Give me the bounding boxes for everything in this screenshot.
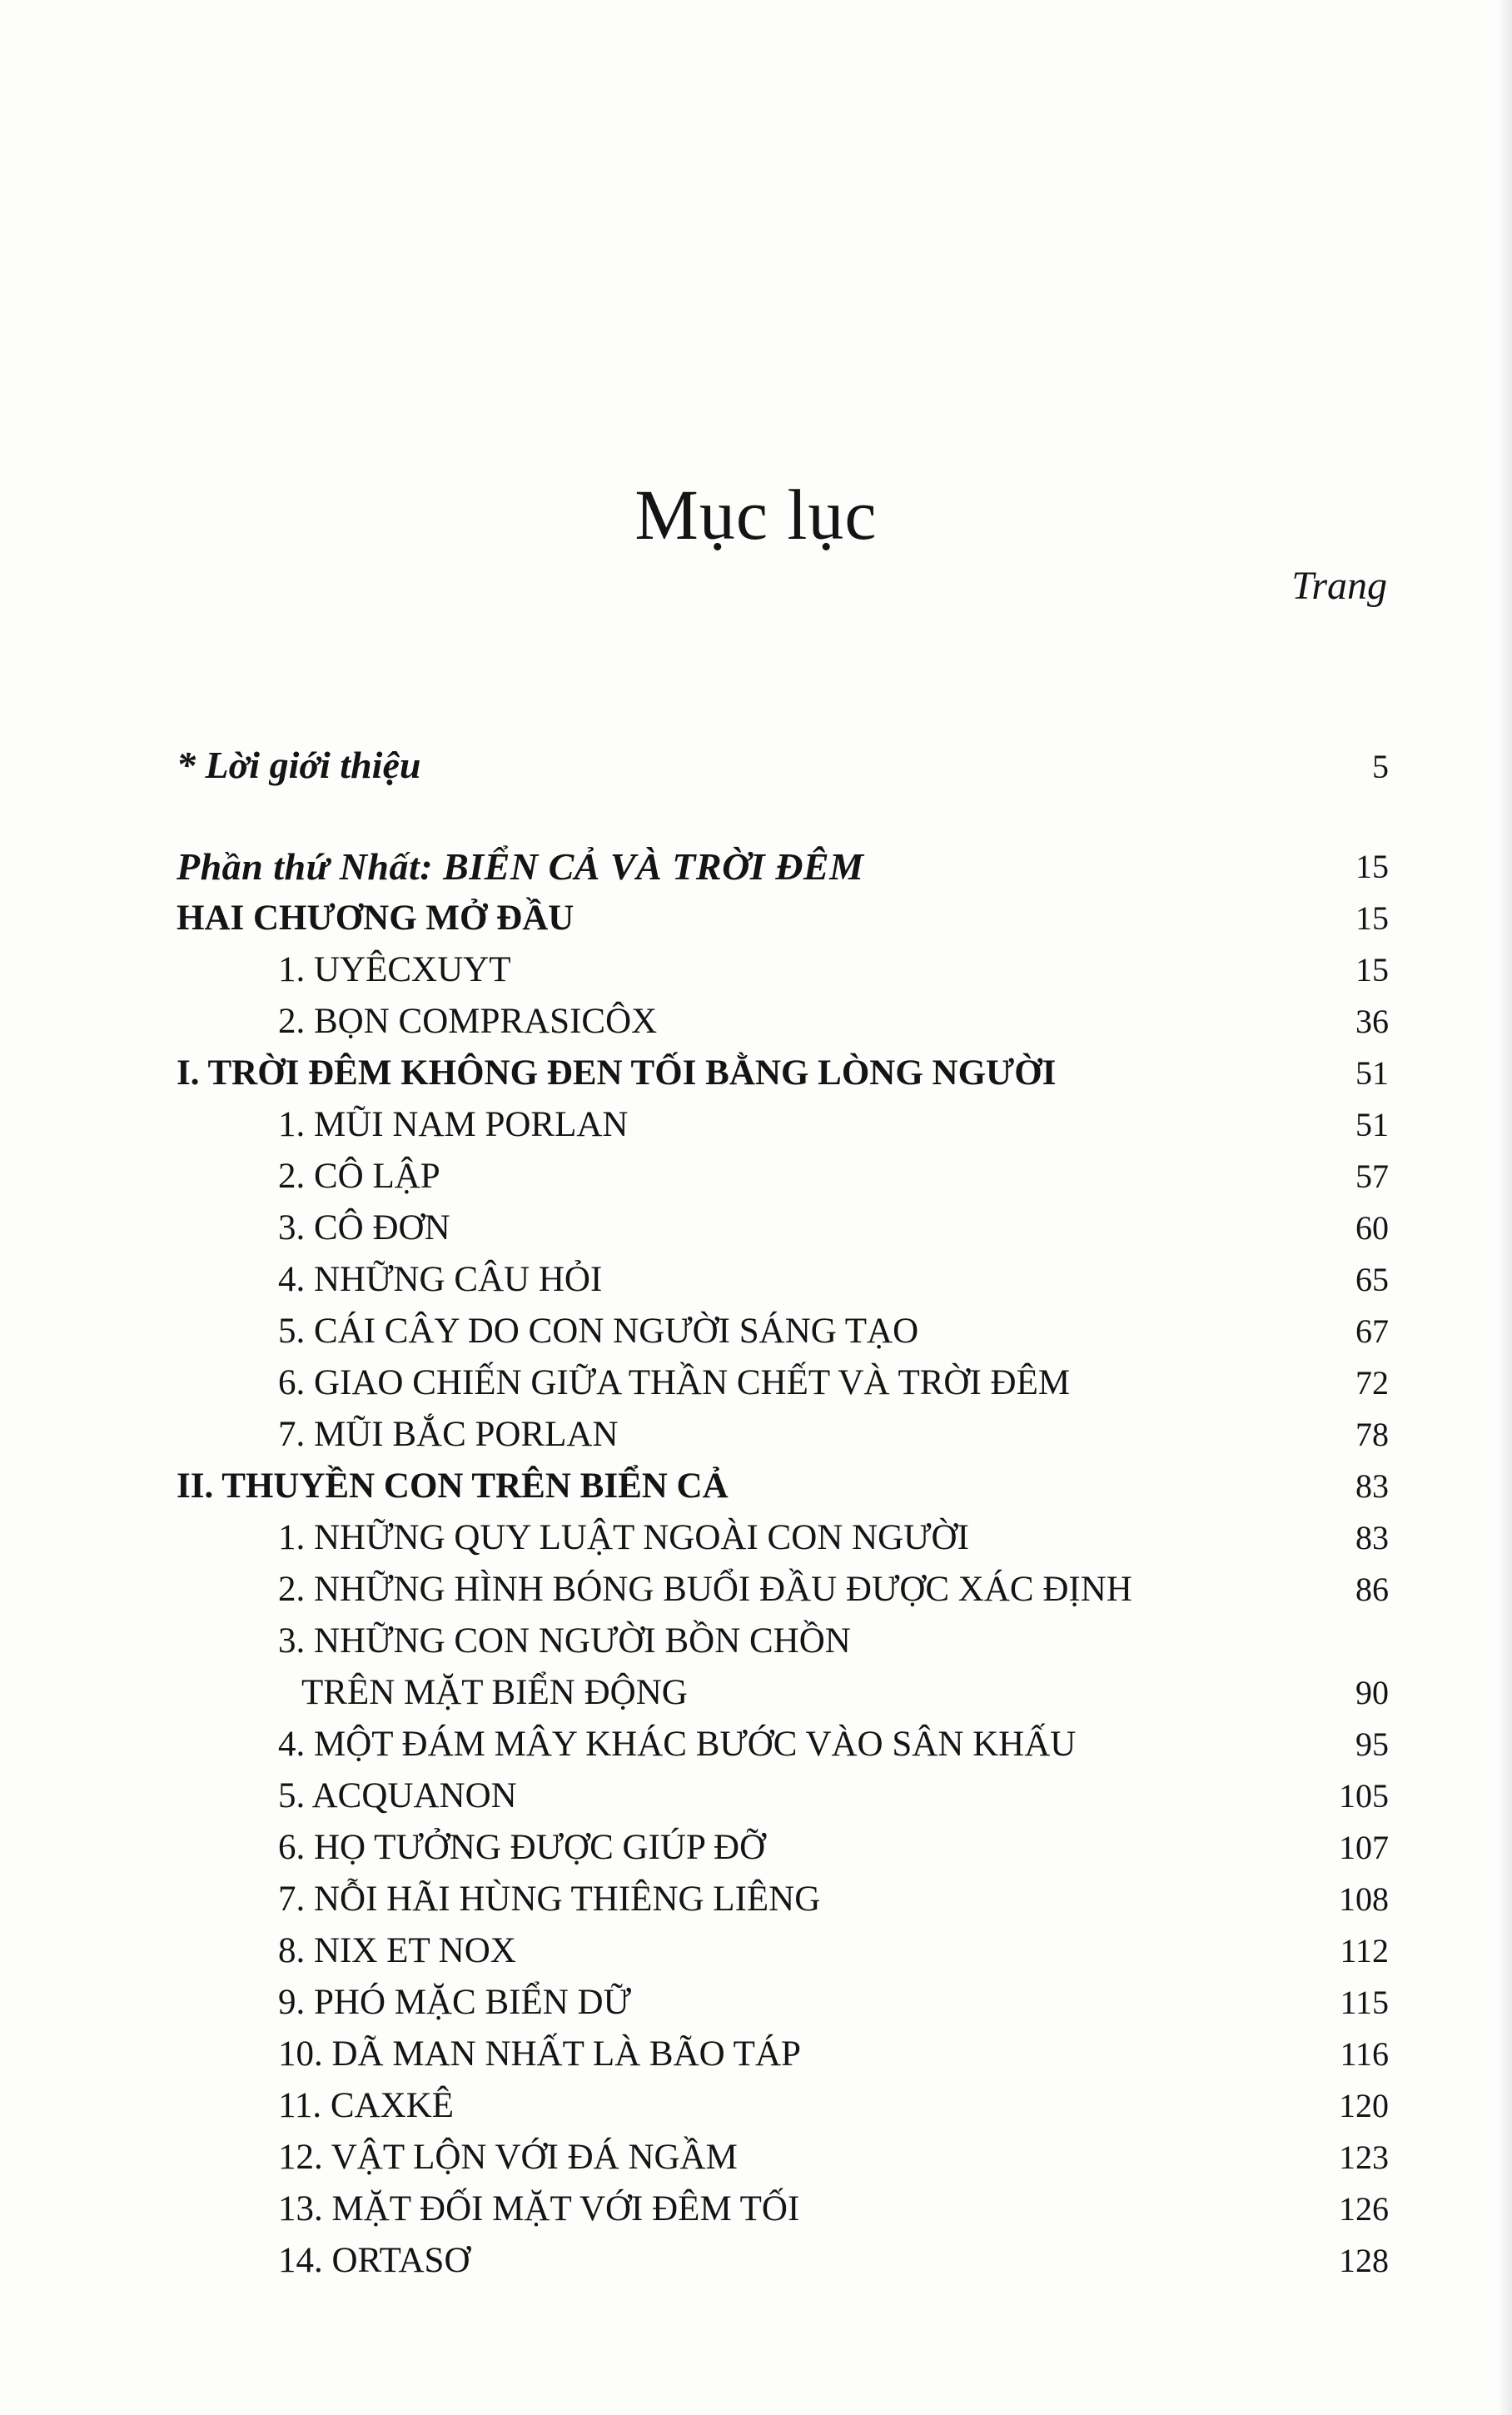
toc-entry-label: 3. CÔ ĐƠN	[278, 1208, 450, 1247]
toc-entry-page: 120	[1339, 2087, 1389, 2124]
toc-entry-page: 95	[1355, 1725, 1389, 1763]
toc-entry-label: 6. HỌ TƯỞNG ĐƯỢC GIÚP ĐỠ	[278, 1828, 766, 1867]
toc-entry-chapter	[177, 1306, 1389, 1357]
page-title: Mục lục	[634, 474, 878, 555]
toc-entry-page: 83	[1355, 1467, 1389, 1505]
toc-entry-label: 9. PHÓ MẶC BIỂN DỮ	[278, 1983, 631, 2022]
toc-entry-label: 8. NIX ET NOX	[278, 1931, 516, 1970]
toc-entry-chapter	[177, 2132, 1389, 2183]
toc-entry-page: 128	[1339, 2242, 1389, 2279]
toc-entry-chapter	[177, 1151, 1389, 1203]
toc-entry-page: 15	[1355, 899, 1389, 937]
toc-entry-continuation	[177, 1667, 1389, 1719]
toc-entry-page: 108	[1339, 1880, 1389, 1918]
toc-entry-page: 72	[1355, 1364, 1389, 1402]
toc-entry-chapter	[177, 1203, 1389, 1254]
toc-entry-page: 123	[1339, 2139, 1389, 2176]
toc-entry-page: 57	[1355, 1158, 1389, 1195]
toc-intro-label: * Lời giới thiệu	[177, 744, 421, 786]
toc-entry-chapter	[177, 1254, 1389, 1306]
toc-entry-label: 1. MŨI NAM PORLAN	[278, 1105, 629, 1144]
toc-entry-page: 83	[1355, 1519, 1389, 1556]
toc-entry-label: 5. ACQUANON	[278, 1776, 517, 1815]
toc-entry-page: 36	[1355, 1003, 1389, 1040]
toc-entry-page: 15	[1355, 951, 1389, 988]
toc-entry-label: TRÊN MẶT BIỂN ĐỘNG	[301, 1673, 688, 1712]
toc-entry-page: 126	[1339, 2190, 1389, 2228]
toc-entry-section	[177, 893, 1389, 944]
toc-entry-label: 2. NHỮNG HÌNH BÓNG BUỔI ĐẦU ĐƯỢC XÁC ĐỊNH	[278, 1570, 1132, 1609]
toc-entry-page: 107	[1339, 1829, 1389, 1866]
toc-entry-chapter	[177, 1770, 1389, 1822]
toc-entry-label: II. THUYỀN CON TRÊN BIỂN CẢ	[177, 1466, 729, 1506]
toc-entry-label: I. TRỜI ĐÊM KHÔNG ĐEN TỐI BẰNG LÒNG NGƯỜI	[177, 1053, 1057, 1093]
toc-entry-page: 112	[1340, 1932, 1389, 1969]
toc-entry-chapter	[177, 944, 1389, 996]
toc-entry-page: 60	[1355, 1209, 1389, 1247]
toc-entry-chapter	[177, 2235, 1389, 2287]
toc-entry-chapter	[177, 1357, 1389, 1409]
toc-entry-label: 2. BỌN COMPRASICÔX	[278, 1002, 658, 1041]
toc-entry-label: 7. NỖI HÃI HÙNG THIÊNG LIÊNG	[278, 1880, 821, 1919]
toc-entry-page: 115	[1340, 1984, 1389, 2021]
toc-entry-page: 51	[1355, 1106, 1389, 1143]
toc-entry-chapter	[177, 1616, 1389, 1667]
toc-entry-chapter	[177, 1512, 1389, 1564]
toc-entry-label: Phần thứ Nhất: BIỂN CẢ VÀ TRỜI ĐÊM	[177, 845, 864, 888]
toc-entry-chapter	[177, 2029, 1389, 2080]
toc-entry-chapter	[177, 1925, 1389, 1977]
toc-entry-label: 7. MŨI BẮC PORLAN	[278, 1415, 619, 1454]
toc-entry-section	[177, 1461, 1389, 1512]
toc-entry-label: 5. CÁI CÂY DO CON NGƯỜI SÁNG TẠO	[278, 1312, 919, 1351]
toc-entry-label: 1. NHỮNG QUY LUẬT NGOÀI CON NGƯỜI	[278, 1518, 969, 1557]
toc-entry-label: 4. NHỮNG CÂU HỎI	[278, 1260, 603, 1299]
toc-entry-label: 11. CAXKÊ	[278, 2086, 455, 2125]
toc-entry-part	[177, 841, 1389, 893]
toc-entry-page: 116	[1340, 2035, 1389, 2073]
toc-entry-label: 10. DÃ MAN NHẤT LÀ BÃO TÁP	[278, 2034, 801, 2074]
toc-entry-page: 65	[1355, 1261, 1389, 1298]
toc-entry-label: 6. GIAO CHIẾN GIỮA THẦN CHẾT VÀ TRỜI ĐÊM	[278, 1363, 1071, 1402]
toc-entry-label: 2. CÔ LẬP	[278, 1157, 440, 1196]
toc-entry-chapter	[177, 996, 1389, 1048]
toc-entry-label: 4. MỘT ĐÁM MÂY KHÁC BƯỚC VÀO SÂN KHẤU	[278, 1725, 1077, 1764]
toc-entry-page: 86	[1355, 1571, 1389, 1608]
toc-entry-label: 13. MẶT ĐỐI MẶT VỚI ĐÊM TỐI	[278, 2189, 800, 2228]
toc-entry-chapter	[177, 1822, 1389, 1874]
page-column-label: Trang	[1291, 564, 1387, 608]
table-of-contents	[177, 841, 1389, 2287]
toc-entry-chapter	[177, 2080, 1389, 2132]
toc-entry-page: 78	[1355, 1416, 1389, 1453]
toc-entry-page: 15	[1355, 848, 1389, 885]
toc-entry-chapter	[177, 1977, 1389, 2029]
toc-entry-chapter	[177, 1719, 1389, 1770]
toc-entry-chapter	[177, 1874, 1389, 1925]
toc-entry-chapter	[177, 1099, 1389, 1151]
toc-entry-chapter	[177, 1409, 1389, 1461]
toc-entry-label: 1. UYÊCXUYT	[278, 950, 511, 989]
toc-entry-page: 105	[1339, 1777, 1389, 1815]
toc-entry-label: 3. NHỮNG CON NGƯỜI BỒN CHỒN	[278, 1621, 851, 1661]
toc-entry-label: 12. VẬT LỘN VỚI ĐÁ NGẦM	[278, 2138, 738, 2177]
toc-intro-page: 5	[1372, 748, 1389, 785]
toc-entry-chapter	[177, 1564, 1389, 1616]
toc-entry-page: 90	[1355, 1674, 1389, 1711]
page-edge-shadow	[1497, 0, 1512, 2415]
toc-intro-row	[177, 743, 1389, 787]
toc-entry-label: HAI CHƯƠNG MỞ ĐẦU	[177, 899, 574, 938]
toc-entry-page: 51	[1355, 1054, 1389, 1092]
toc-entry-chapter	[177, 2183, 1389, 2235]
toc-entry-section	[177, 1048, 1389, 1099]
toc-entry-page: 67	[1355, 1312, 1389, 1350]
toc-entry-label: 14. ORTASƠ	[278, 2241, 470, 2280]
